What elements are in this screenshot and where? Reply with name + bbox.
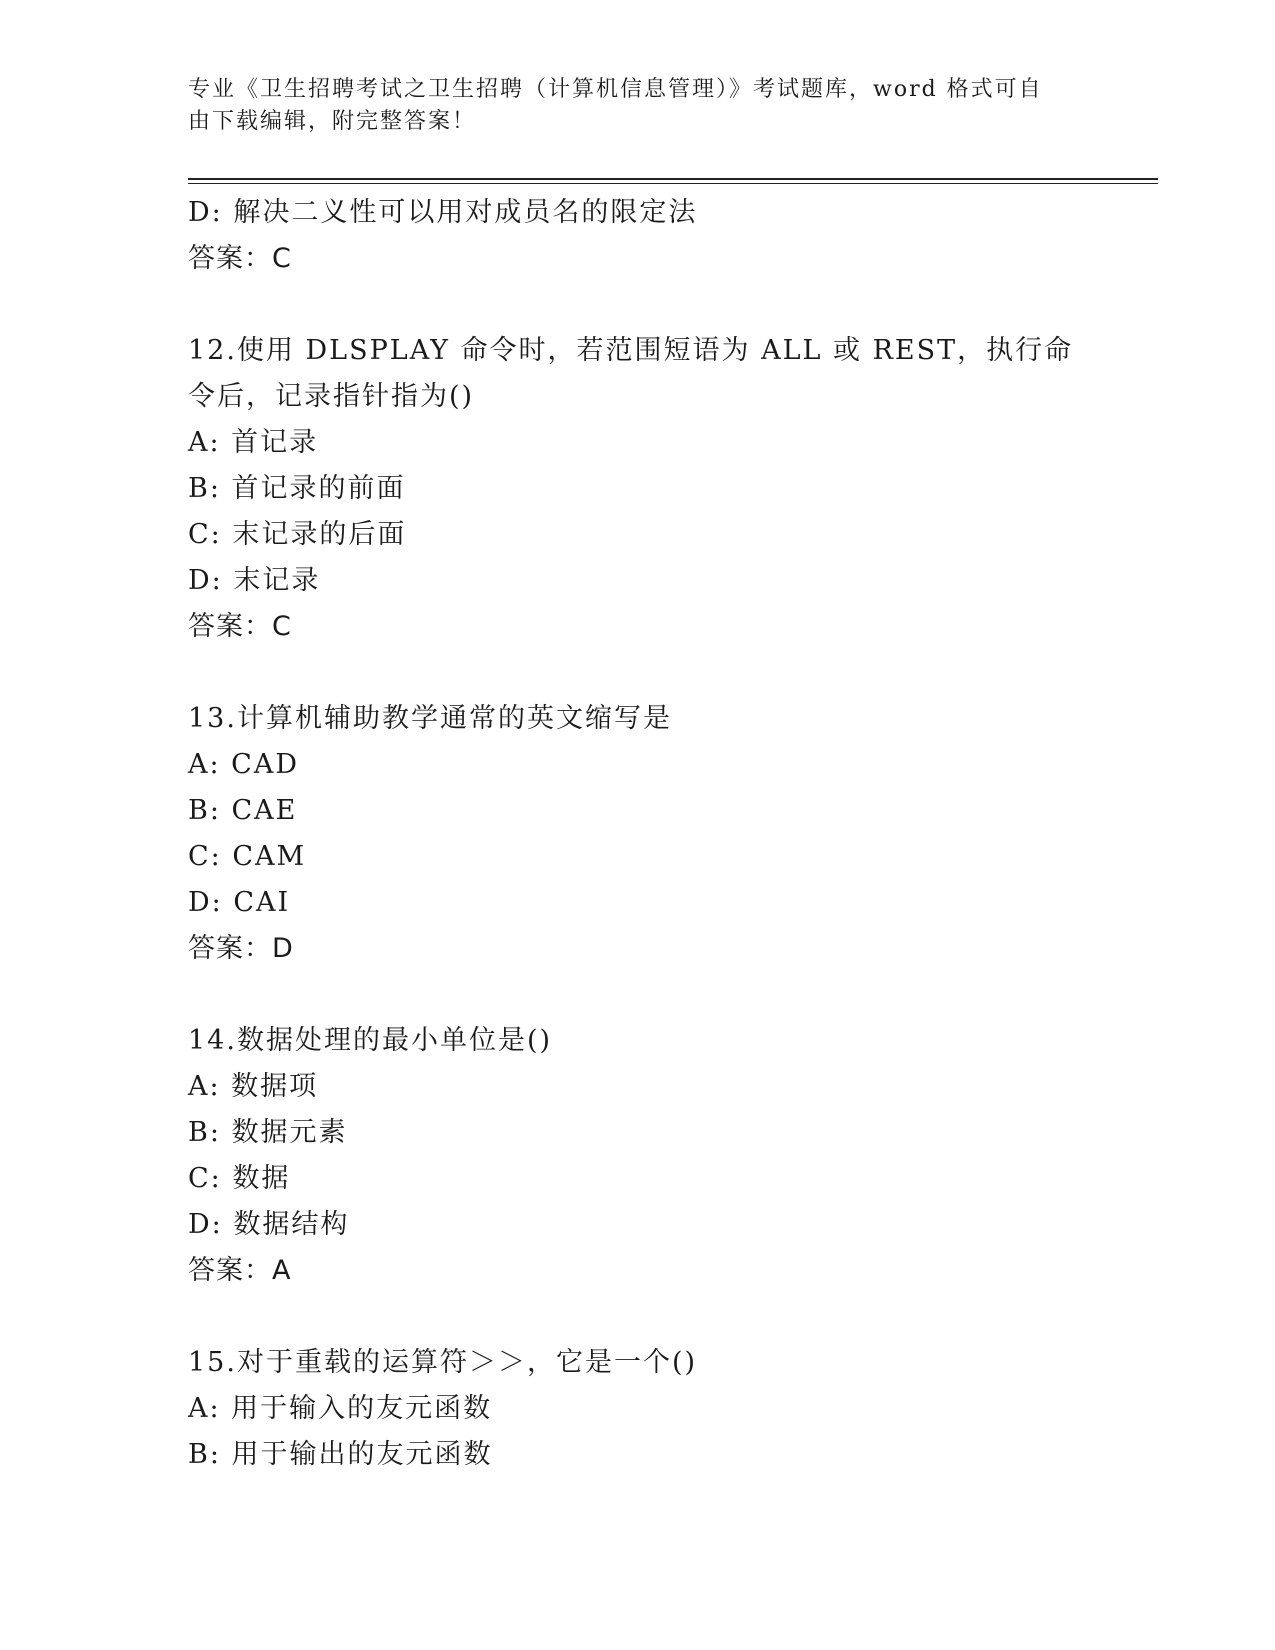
- prev-option-d: D: 解决二义性可以用对成员名的限定法: [188, 197, 698, 228]
- question-text: 13.计算机辅助教学通常的英文缩写是: [188, 703, 672, 734]
- prev-answer: 答案：C: [188, 243, 292, 274]
- option-b: B: CAE: [188, 795, 298, 826]
- document-header: [188, 74, 1088, 138]
- header-rule-thick: [188, 178, 1158, 180]
- option-d: D: 末记录: [188, 565, 321, 596]
- question-text: 12.使用 DLSPLAY 命令时，若范围短语为 ALL 或 REST，执行命令后，记录指针指为(): [188, 335, 1074, 412]
- question-text: 14.数据处理的最小单位是(): [188, 1025, 553, 1056]
- option-d: D: 数据结构: [188, 1209, 350, 1240]
- option-a: A: 首记录: [188, 427, 319, 458]
- answer: 答案：A: [188, 1255, 292, 1286]
- question-12: [188, 328, 1088, 650]
- option-a: A: 用于输入的友元函数: [188, 1393, 493, 1424]
- header-rule-thin: [188, 183, 1158, 184]
- option-a: A: CAD: [188, 749, 299, 780]
- question-text: 15.对于重载的运算符＞＞，它是一个(): [188, 1347, 698, 1378]
- option-c: C: 末记录的后面: [188, 519, 407, 550]
- answer: 答案：C: [188, 611, 292, 642]
- option-a: A: 数据项: [188, 1071, 319, 1102]
- question-14: [188, 1018, 1088, 1294]
- question-list: [188, 190, 1088, 1478]
- option-d: D: CAI: [188, 887, 291, 918]
- question-13: [188, 696, 1088, 972]
- option-b: B: 数据元素: [188, 1117, 348, 1148]
- answer: 答案：D: [188, 933, 294, 964]
- question-15: [188, 1340, 1088, 1478]
- option-b: B: 首记录的前面: [188, 473, 406, 504]
- header-line-2: 由下载编辑，附完整答案！: [188, 109, 477, 134]
- option-b: B: 用于输出的友元函数: [188, 1439, 493, 1470]
- header-line-1: 专业《卫生招聘考试之卫生招聘（计算机信息管理）》考试题库，word 格式可自: [188, 77, 1043, 102]
- option-c: C: 数据: [188, 1163, 291, 1194]
- option-c: C: CAM: [188, 841, 307, 872]
